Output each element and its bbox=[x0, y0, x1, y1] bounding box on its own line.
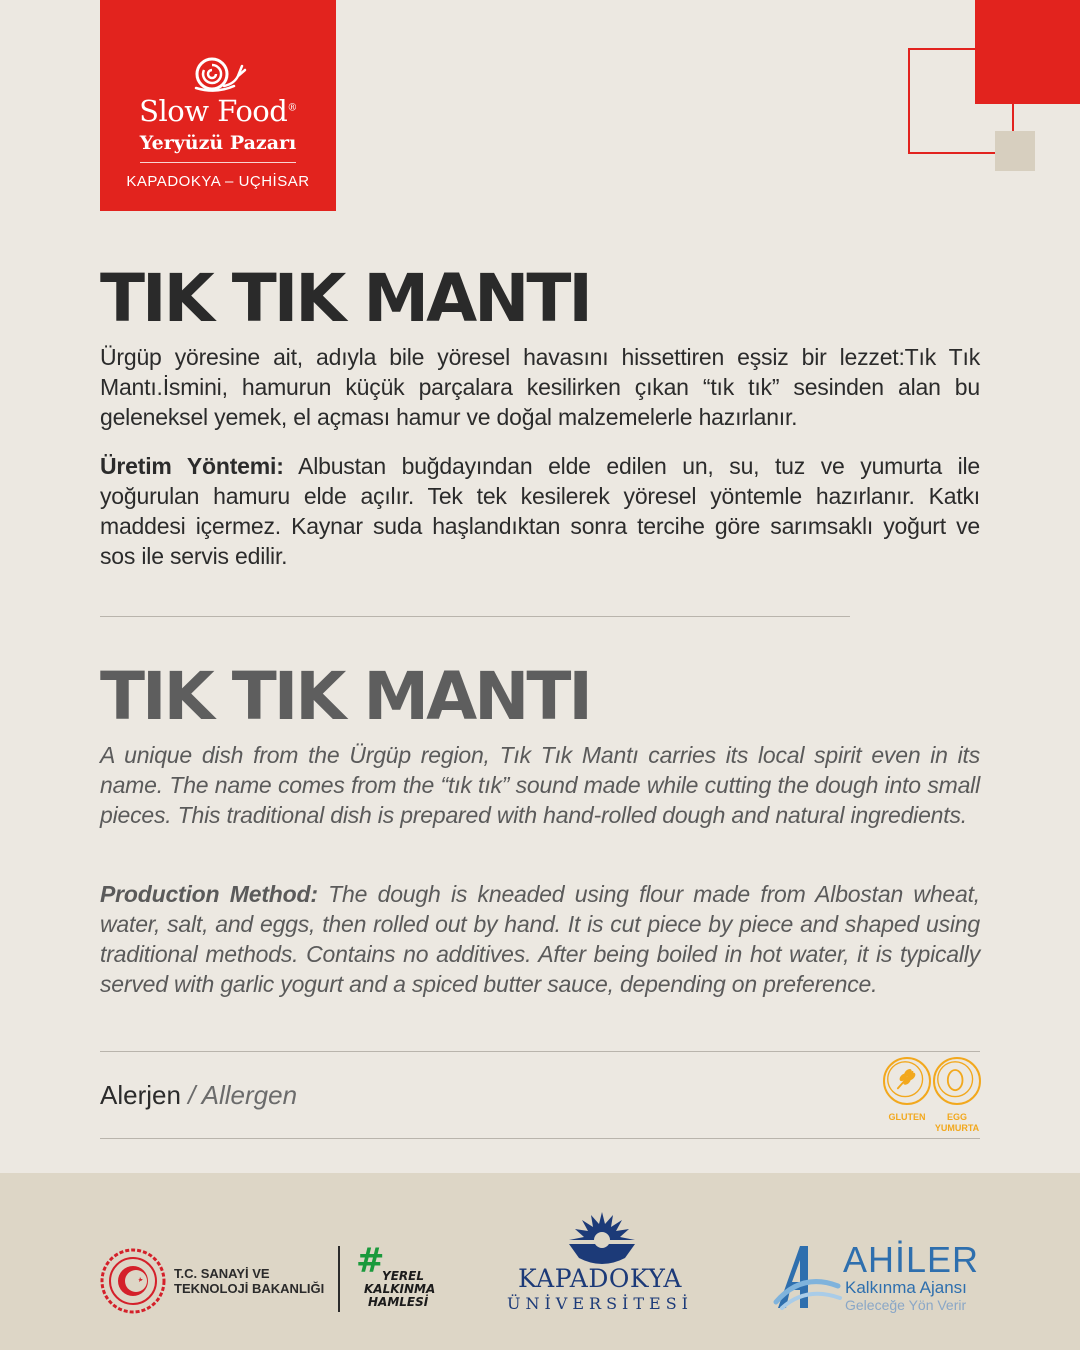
brand-name: Slow Food® bbox=[139, 94, 297, 128]
section-divider bbox=[100, 616, 850, 617]
method-turkish bbox=[100, 451, 980, 571]
egg-icon bbox=[933, 1057, 981, 1105]
agency-slogan: Geleceğe Yön Verir bbox=[845, 1297, 967, 1313]
campaign-name: YEREL KALKINMA HAMLESİ bbox=[364, 1269, 436, 1309]
ahiler-logo-icon bbox=[772, 1242, 844, 1312]
brand-location: KAPADOKYA – UÇHİSAR bbox=[126, 173, 310, 190]
method-label-turkish: Üretim Yöntemi: bbox=[100, 453, 284, 479]
snail-icon bbox=[188, 52, 248, 98]
method-label-english: Production Method: bbox=[100, 881, 318, 907]
university-emblem-icon bbox=[565, 1210, 639, 1268]
allergen-label: Alerjen / Allergen bbox=[100, 1080, 298, 1110]
decor-beige-square bbox=[995, 131, 1035, 171]
footer-divider bbox=[338, 1246, 340, 1312]
allergen-caption-egg: EGG YUMURTA bbox=[934, 1112, 980, 1133]
ministry-name: T.C. SANAYİ VE TEKNOLOJİ BAKANLIĞI bbox=[174, 1266, 325, 1296]
method-text-english: The dough is kneaded using flour made from Albostan wheat, water, salt, and eggs, then rolled out by hand. It is cut piece by piece and shaped using traditional methods. Contains no additives. After being boiled in hot water, it is typically served with garlic yogurt and a spiced butter sauce, depending on preference. bbox=[100, 881, 980, 997]
allergen-caption-gluten: GLUTEN bbox=[888, 1112, 926, 1122]
brand-divider bbox=[140, 162, 296, 163]
brand-subtitle: Yeryüzü Pazarı bbox=[139, 132, 297, 154]
intro-english: A unique dish from the Ürgüp region, Tık Tık Mantı carries its local spirit even in its name. The name comes from the “tık tık” sound made while cutting the dough into small pieces. This traditional dish is prepared with hand-rolled dough and natural ingredients. bbox=[100, 742, 980, 828]
allergen-bottom-divider bbox=[100, 1138, 980, 1139]
title-english: TIK TIK MANTI bbox=[100, 658, 590, 735]
university-subtitle: ÜNİVERSİTESİ bbox=[507, 1294, 693, 1313]
method-english bbox=[100, 879, 980, 999]
wheat-icon bbox=[883, 1057, 931, 1105]
method-text-turkish: Albustan buğdayından elde edilen un, su, tuz ve yumurta ile yoğurulan hamuru elde açılır. Tek tek kesilerek yöresel yöntemle hazırlanır. Katkı maddesi içermez. Kaynar suda haşlandıktan sonra tercihe göre sarımsaklı yoğurt ve sos ile servis edilir. bbox=[100, 453, 981, 569]
allergen-top-divider bbox=[100, 1051, 980, 1052]
intro-turkish: Ürgüp yöresine ait, adıyla bile yöresel havasını hissettiren eşsiz bir lezzet:Tık Tık Mantı.İsmini, hamurun küçük parçalara kesilirken çıkan “tık tık” sesinden alan bu geleneksel yemek, el açması hamur ve doğal malzemelerle hazırlanır. bbox=[100, 344, 980, 430]
ministry-seal-icon bbox=[100, 1248, 166, 1314]
slow-food-logo bbox=[100, 0, 336, 211]
agency-subtitle: Kalkınma Ajansı bbox=[845, 1278, 967, 1297]
agency-name: AHİLER bbox=[843, 1239, 980, 1280]
university-name: KAPADOKYA bbox=[518, 1264, 682, 1293]
hashtag-icon: # bbox=[356, 1241, 385, 1281]
title-turkish: TIK TIK MANTI bbox=[100, 260, 590, 337]
